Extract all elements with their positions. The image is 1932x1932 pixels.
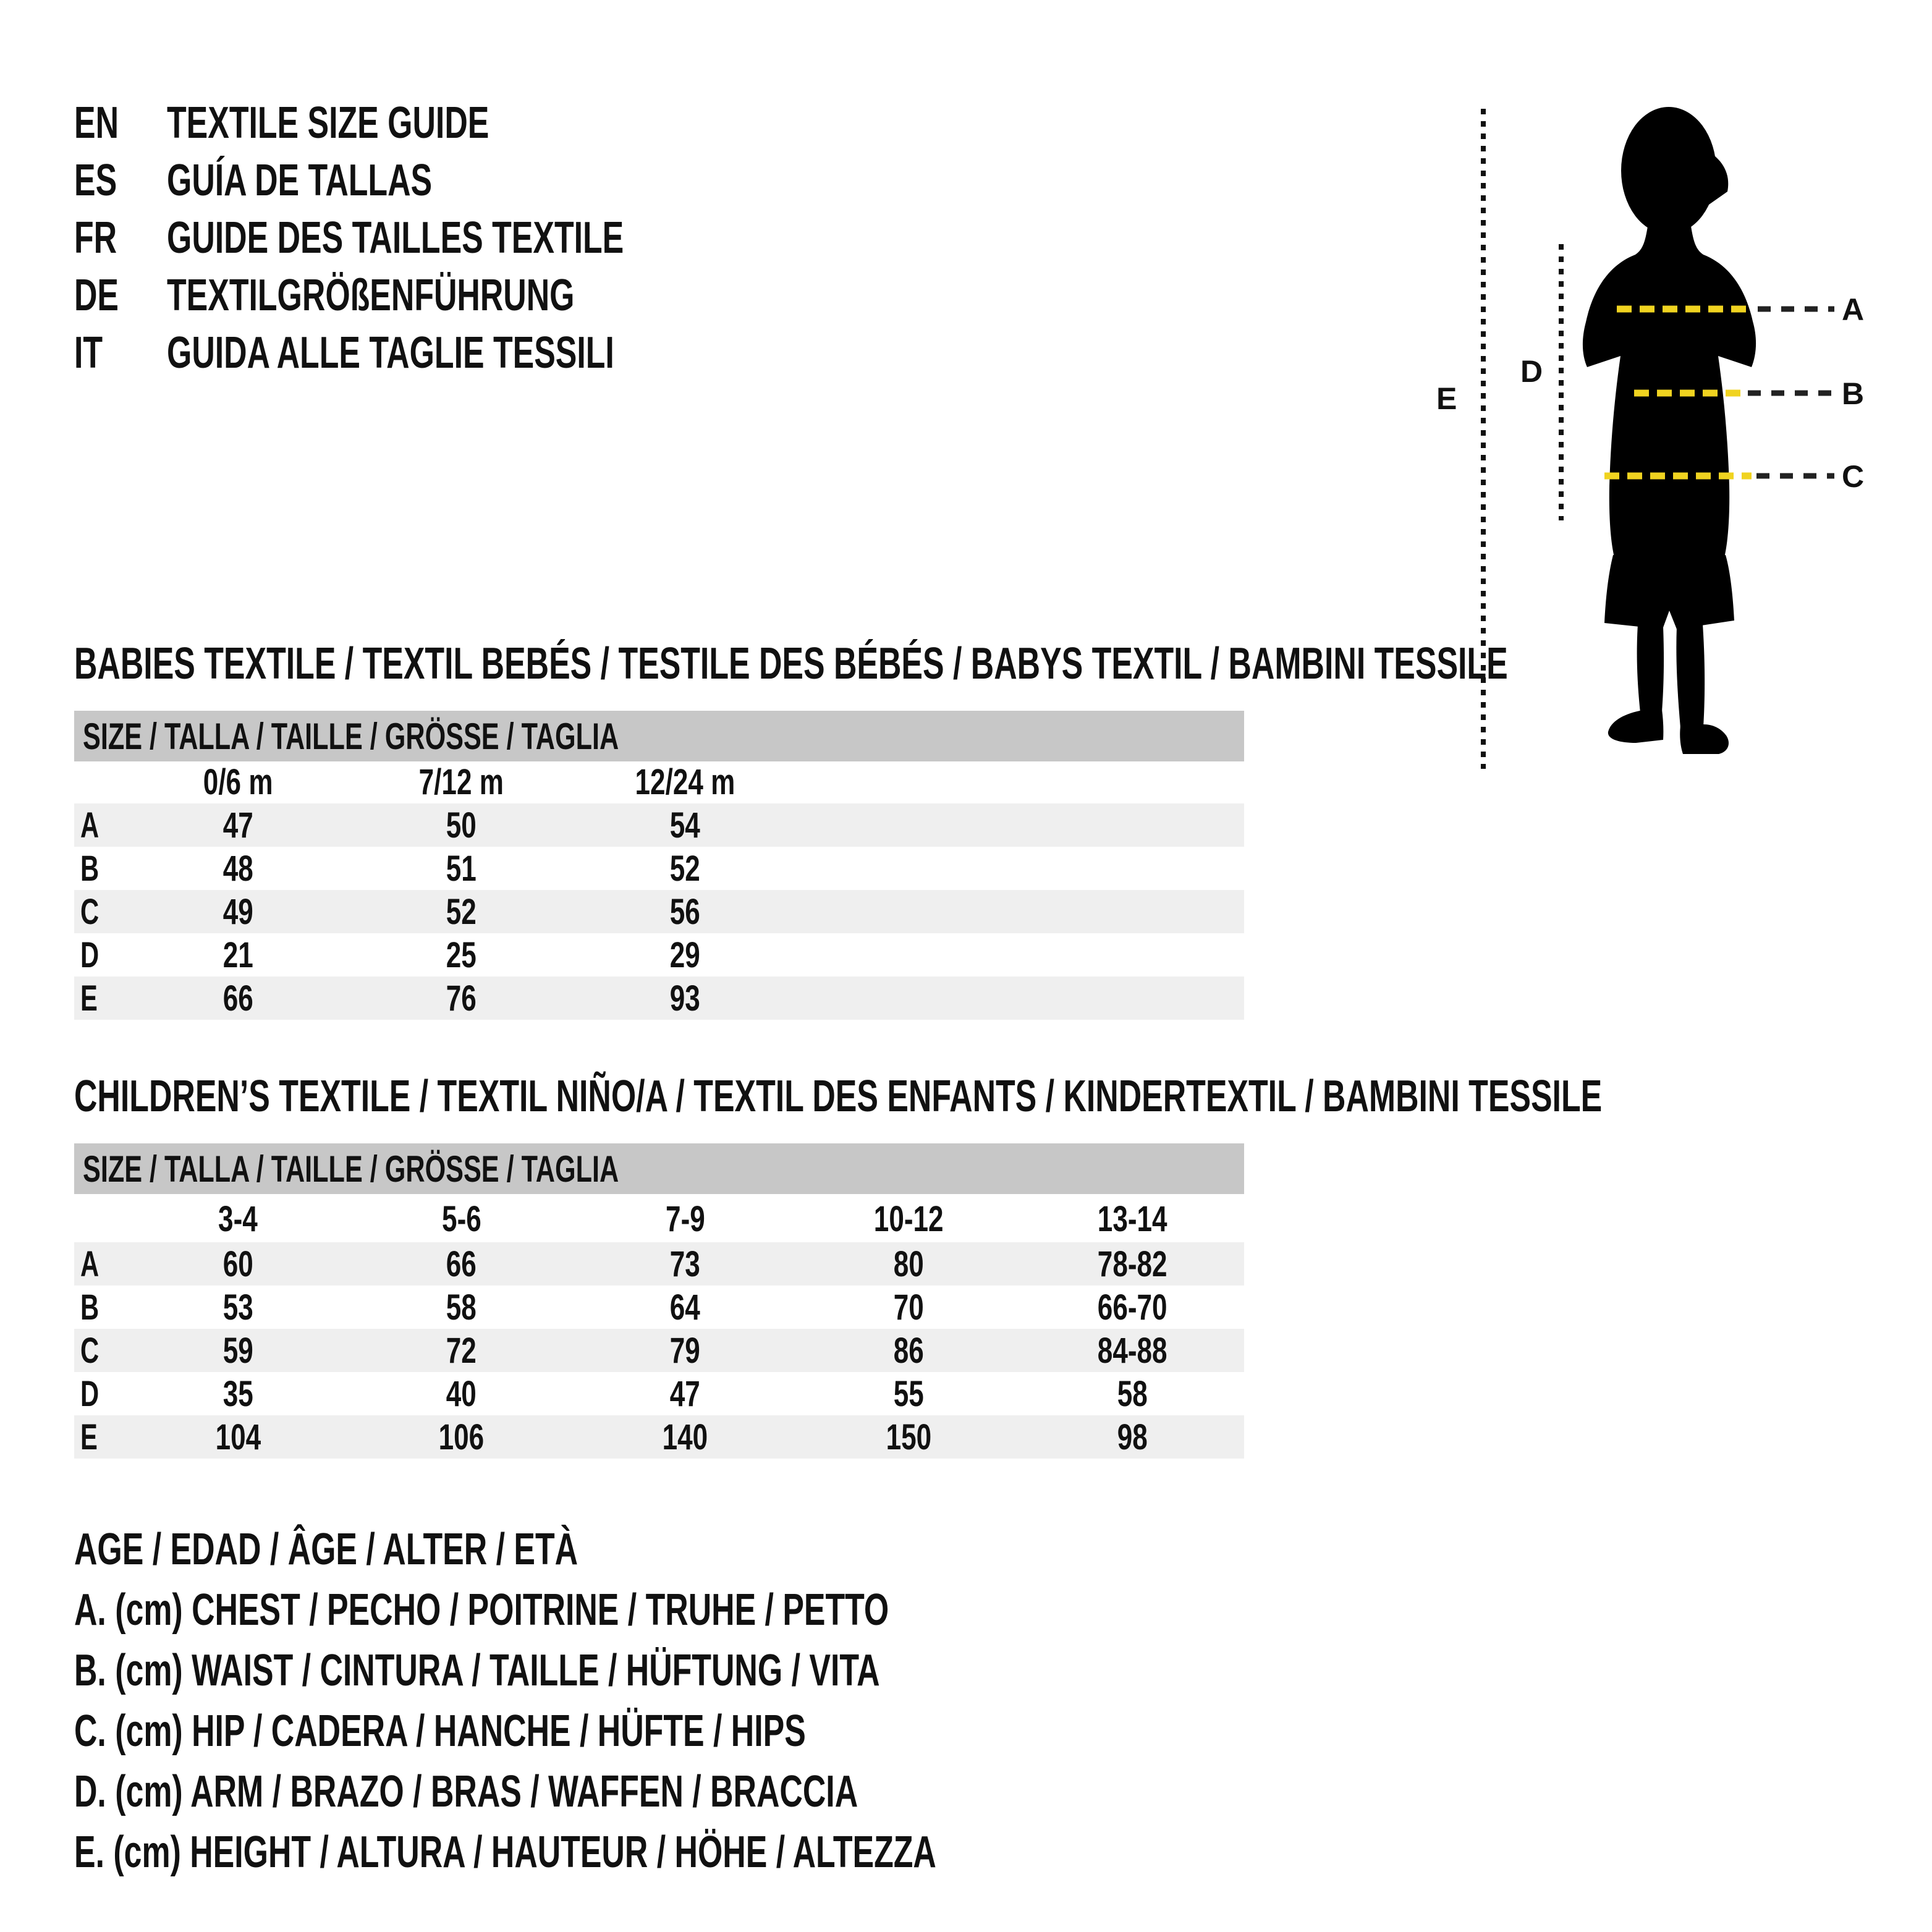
language-title: GUIDA ALLE TAGLIE TESSILI — [167, 328, 614, 378]
legend-waist: B. (cm) WAIST / CINTURA / TAILLE / HÜFTUNG / VITA — [74, 1646, 880, 1695]
row-label: A — [80, 805, 100, 845]
legend-height: E. (cm) HEIGHT / ALTURA / HAUTEUR / HÖHE / ALTEZZA — [74, 1828, 936, 1877]
cell-value: 48 — [222, 848, 253, 889]
figure-label-a: A — [1842, 292, 1865, 327]
row-label: D — [80, 1373, 100, 1414]
language-title: TEXTILE SIZE GUIDE — [167, 98, 489, 148]
table-row-b — [74, 847, 1244, 890]
cell-value: 73 — [669, 1244, 701, 1284]
cell-value: 66 — [446, 1244, 477, 1284]
language-row-fr — [74, 209, 802, 266]
cell-value: 140 — [662, 1417, 708, 1457]
column-header: 13-14 — [1097, 1198, 1167, 1239]
language-code: FR — [74, 213, 117, 263]
cell-value: 84-88 — [1097, 1330, 1167, 1371]
cell-value: 64 — [669, 1287, 701, 1328]
cell-value: 52 — [446, 891, 477, 932]
table-row-d — [74, 1372, 1244, 1415]
babies-section-title: BABIES TEXTILE / TEXTIL BEBÉS / TESTILE DES BÉBÉS / BABYS TEXTIL / BAMBINI TESSILE — [74, 639, 1508, 688]
language-row-es — [74, 151, 802, 209]
figure-label-d: D — [1520, 354, 1543, 389]
column-header: 3-4 — [218, 1198, 258, 1239]
table-row-c — [74, 890, 1244, 933]
language-row-en — [74, 94, 802, 151]
cell-value: 60 — [222, 1244, 253, 1284]
legend-age: AGE / EDAD / ÂGE / ALTER / ETÀ — [74, 1525, 578, 1574]
babies-column-header-row — [74, 760, 1244, 803]
cell-value: 56 — [669, 891, 701, 932]
legend-hip: C. (cm) HIP / CADERA / HANCHE / HÜFTE / HIPS — [74, 1706, 806, 1756]
row-label: D — [80, 934, 100, 975]
cell-value: 35 — [222, 1373, 253, 1414]
babies-size-table — [74, 760, 1244, 1020]
cell-value: 29 — [669, 934, 701, 975]
language-title: TEXTILGRÖßENFÜHRUNG — [167, 270, 575, 320]
language-title-list — [74, 94, 802, 381]
row-label: E — [80, 978, 98, 1019]
measurement-legend — [74, 1519, 1271, 1883]
cell-value: 40 — [446, 1373, 477, 1414]
cell-value: 49 — [222, 891, 253, 932]
column-header: 12/24 m — [635, 761, 735, 802]
cell-value: 98 — [1117, 1417, 1148, 1457]
children-size-table — [74, 1195, 1244, 1459]
cell-value: 47 — [669, 1373, 701, 1414]
cell-value: 47 — [222, 805, 253, 845]
table-row-a — [74, 803, 1244, 847]
table-row-b — [74, 1286, 1244, 1329]
row-label: B — [80, 1287, 100, 1328]
cell-value: 53 — [222, 1287, 253, 1328]
cell-value: 25 — [446, 934, 477, 975]
language-code: DE — [74, 270, 119, 320]
row-label: A — [80, 1244, 100, 1284]
column-header: 7-9 — [665, 1198, 705, 1239]
column-header: 7/12 m — [419, 761, 504, 802]
cell-value: 66 — [222, 978, 253, 1019]
cell-value: 52 — [669, 848, 701, 889]
cell-value: 54 — [669, 805, 701, 845]
cell-value: 55 — [893, 1373, 924, 1414]
cell-value: 76 — [446, 978, 477, 1019]
cell-value: 58 — [1117, 1373, 1148, 1414]
row-label: E — [80, 1417, 98, 1457]
table-row-d — [74, 933, 1244, 977]
column-header: 0/6 m — [203, 761, 273, 802]
cell-value: 72 — [446, 1330, 477, 1371]
babies-size-header-bar: SIZE / TALLA / TAILLE / GRÖSSE / TAGLIA — [74, 711, 1244, 761]
cell-value: 70 — [893, 1287, 924, 1328]
children-size-header-bar: SIZE / TALLA / TAILLE / GRÖSSE / TAGLIA — [74, 1143, 1244, 1194]
row-label: C — [80, 1330, 100, 1371]
cell-value: 21 — [222, 934, 253, 975]
cell-value: 79 — [669, 1330, 701, 1371]
children-section-title: CHILDREN’S TEXTILE / TEXTIL NIÑO/A / TEXTIL DES ENFANTS / KINDERTEXTIL / BAMBINI TESSILE — [74, 1072, 1603, 1121]
table-row-a — [74, 1242, 1244, 1286]
cell-value: 93 — [669, 978, 701, 1019]
language-row-de — [74, 266, 802, 324]
language-code: ES — [74, 155, 117, 205]
table-row-e — [74, 977, 1244, 1020]
child-measurement-figure — [1434, 87, 1928, 810]
cell-value: 59 — [222, 1330, 253, 1371]
language-code: EN — [74, 98, 119, 148]
cell-value: 51 — [446, 848, 477, 889]
language-row-it — [74, 324, 802, 381]
column-header: 10-12 — [873, 1198, 944, 1239]
cell-value: 106 — [438, 1417, 485, 1457]
cell-value: 150 — [886, 1417, 932, 1457]
row-label: B — [80, 848, 100, 889]
row-label: C — [80, 891, 100, 932]
cell-value: 66-70 — [1097, 1287, 1167, 1328]
legend-arm: D. (cm) ARM / BRAZO / BRAS / WAFFEN / BRACCIA — [74, 1767, 858, 1816]
figure-label-e: E — [1436, 381, 1457, 416]
table-row-e — [74, 1415, 1244, 1459]
cell-value: 50 — [446, 805, 477, 845]
cell-value: 78-82 — [1097, 1244, 1167, 1284]
figure-label-c: C — [1842, 459, 1865, 494]
table-row-c — [74, 1329, 1244, 1372]
cell-value: 86 — [893, 1330, 924, 1371]
cell-value: 104 — [215, 1417, 261, 1457]
cell-value: 80 — [893, 1244, 924, 1284]
figure-label-b: B — [1842, 376, 1865, 411]
cell-value: 58 — [446, 1287, 477, 1328]
language-code: IT — [74, 328, 103, 378]
column-header: 5-6 — [441, 1198, 481, 1239]
language-title: GUÍA DE TALLAS — [167, 155, 433, 205]
children-column-header-row — [74, 1195, 1244, 1242]
language-title: GUIDE DES TAILLES TEXTILE — [167, 213, 624, 263]
legend-chest: A. (cm) CHEST / PECHO / POITRINE / TRUHE / PETTO — [74, 1585, 889, 1635]
